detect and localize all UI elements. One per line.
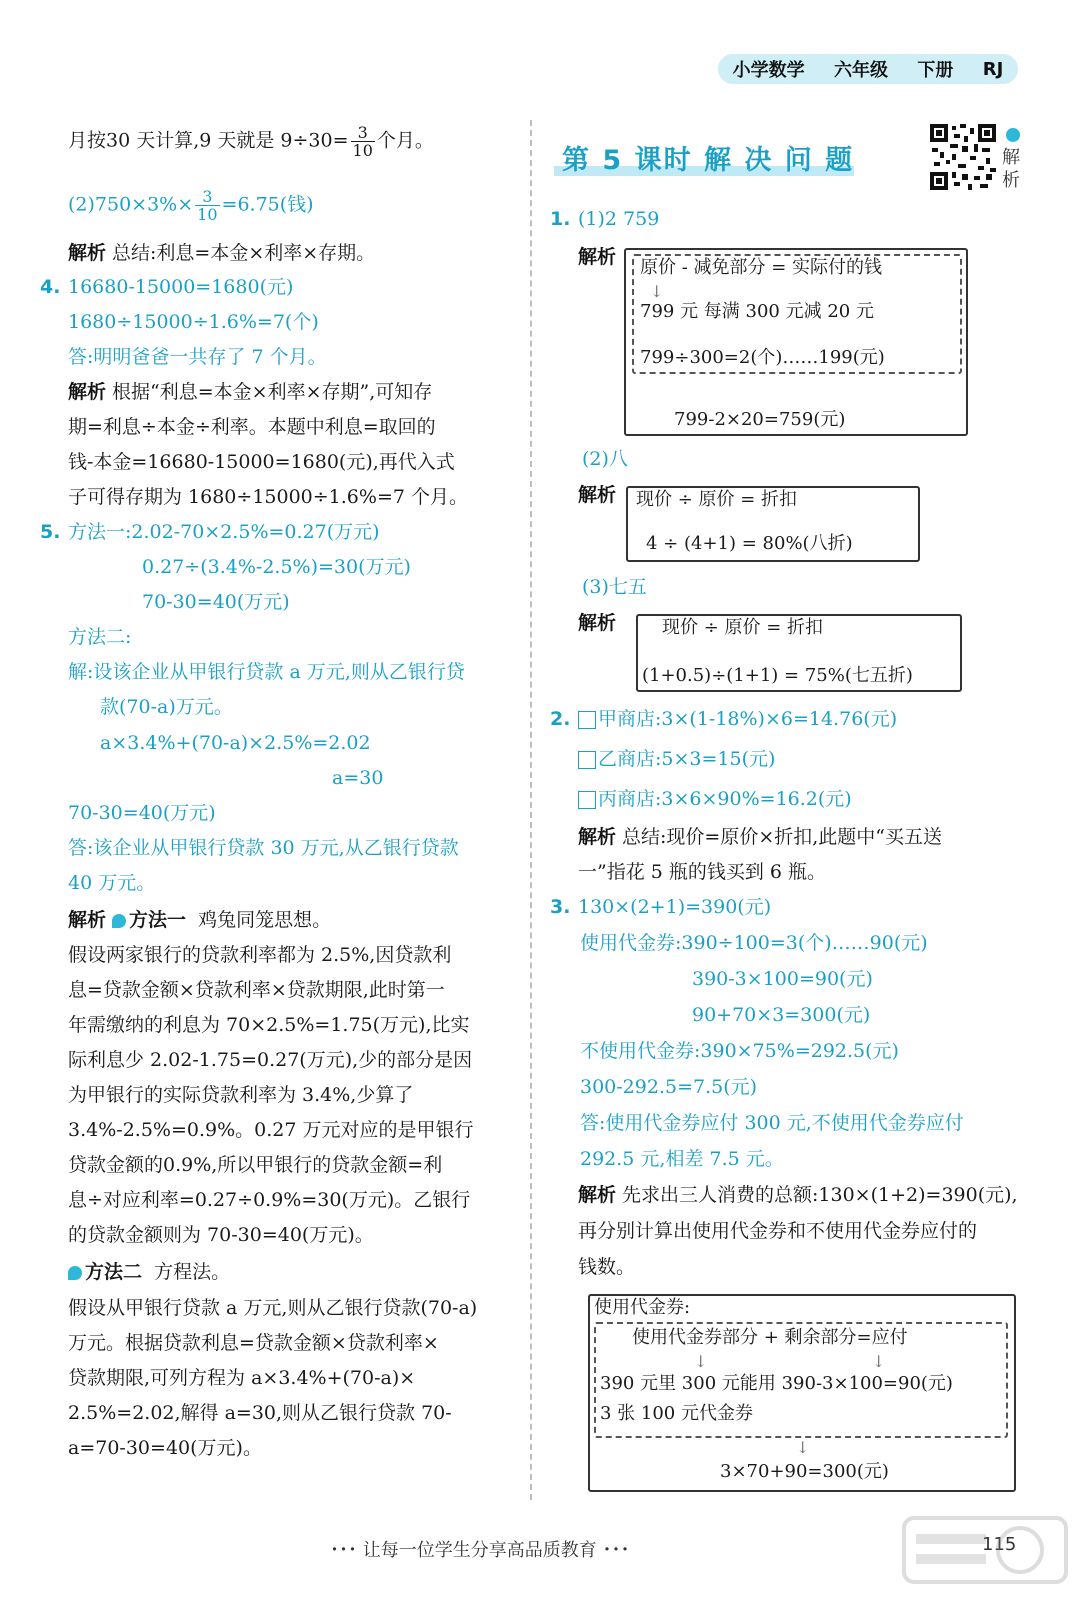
m1-p2: 息=贷款金额×贷款利率×贷款期限,此时第一 (68, 979, 445, 1001)
method2-heading (68, 1257, 230, 1287)
q3-analysis1 (578, 1180, 1018, 1210)
q5-line9: 70-30=40(万元) (68, 802, 216, 824)
intro-fraction (351, 124, 375, 159)
header-volume: 下册 (917, 60, 954, 81)
q3-analysis2: 再分别计算出使用代金券和不使用代金券应付的 (578, 1220, 978, 1242)
m1-p7: 贷款金额的0.9%,所以甲银行的贷款金额=利 (68, 1154, 443, 1176)
analysis-text: 根据“利息=本金×利率×存期”,可知存 (112, 381, 433, 403)
watermark-logo (900, 1510, 1070, 1590)
q4-calc1: 16680-15000=1680(元) (68, 276, 294, 298)
method2-title: 方法二 (85, 1261, 143, 1283)
m1-p9: 的贷款金额则为 70-30=40(万元)。 (68, 1224, 374, 1246)
q1-answer1 (550, 204, 659, 234)
arrow-down-icon: ↓ (796, 1438, 810, 1457)
q5-line7: a×3.4%+(70-a)×2.5%=2.02 (100, 732, 371, 754)
diagram2-row1: 现价 ÷ 原价 = 折扣 (636, 489, 798, 510)
p2-fraction (195, 188, 219, 223)
q4-answer: 答:明明爸爸一共存了 7 个月。 (68, 346, 327, 368)
arrow-down-icon: ↓ (694, 1352, 708, 1371)
analysis-label: 解析 (68, 242, 107, 264)
m2-p4: 2.5%=2.02,解得 a=30,则从乙银行贷款 70- (68, 1402, 452, 1424)
q5-line1 (40, 517, 380, 547)
q3-line5: 不使用代金券:390×75%=292.5(元) (580, 1040, 899, 1062)
column-divider (530, 120, 532, 1500)
q2-shop-c: 丙商店:3×6×90%=16.2(元) (598, 788, 852, 810)
analysis-text: 总结:利息=本金×利率×存期。 (112, 242, 376, 264)
frac-numerator: 3 (351, 124, 375, 142)
diagram1-row4: 799-2×20=759(元) (674, 409, 846, 430)
method1-title: 方法一 (129, 909, 187, 931)
intro-line (68, 124, 434, 159)
p2-line (68, 188, 314, 223)
q5-line6: 款(70-a)万元。 (100, 696, 233, 718)
diagram4-row3: 3 张 100 元代金券 (600, 1403, 753, 1424)
q5-line11: 40 万元。 (68, 872, 156, 894)
lesson-title-text: 第 5 课时 解 决 问 题 (562, 145, 855, 176)
bullet-icon (112, 914, 126, 928)
m2-p1: 假设从甲银行贷款 a 万元,则从乙银行贷款(70-a) (68, 1297, 478, 1319)
q4-analysis4: 子可得存期为 1680÷15000÷1.6%=7 个月。 (68, 486, 468, 508)
q1-analysis-label-2 (578, 480, 622, 510)
lesson-title (552, 138, 912, 178)
arrow-down-icon: ↓ (650, 282, 664, 301)
p2-suffix: =6.75(钱) (221, 193, 314, 216)
header-subject: 小学数学 (732, 60, 805, 81)
diagram1-row1: 原价 - 减免部分 = 实际付的钱 (640, 257, 883, 278)
q3-line3: 390-3×100=90(元) (692, 968, 873, 990)
page-number: 115 (982, 1534, 1017, 1555)
q1-answer-text: (1)2 759 (578, 208, 660, 230)
diagram1-row3: 799÷300=2(个)……199(元) (640, 347, 885, 368)
frac-numerator: 3 (195, 188, 219, 206)
method1-heading (68, 905, 331, 935)
q2-analysis1 (578, 822, 942, 852)
diagram4-row1: 使用代金券部分 + 剩余部分=应付 (632, 1327, 908, 1348)
analysis-text: 先求出三人消费的总额:130×(1+2)=390(元), (622, 1184, 1018, 1206)
frac-denominator: 10 (352, 141, 373, 160)
bullet-icon (68, 1266, 82, 1280)
question-number: 2. (550, 708, 571, 730)
method2-subtitle: 方程法。 (154, 1261, 231, 1283)
checkbox-icon (578, 751, 596, 769)
q4-line2: 1680÷15000÷1.6%=7(个) (68, 311, 319, 333)
method1-subtitle: 鸡兔同笼思想。 (198, 909, 332, 931)
header-grade: 六年级 (834, 60, 889, 81)
diagram3-row2: (1+0.5)÷(1+1) = 75%(七五折) (642, 665, 913, 686)
q3-analysis3: 钱数。 (578, 1256, 636, 1278)
q5-line5: 解:设该企业从甲银行贷款 a 万元,则从乙银行贷 (68, 661, 465, 683)
m1-p6: 3.4%-2.5%=0.9%。0.27 万元对应的是甲银行 (68, 1119, 474, 1141)
m2-p3: 贷款期限,可列方程为 a×3.4%+(70-a)× (68, 1367, 416, 1389)
q5-line3: 70-30=40(万元) (142, 591, 290, 613)
q4-analysis3: 钱-本金=16680-15000=1680(元),再代入式 (68, 451, 455, 473)
q1-analysis-label (578, 242, 622, 272)
play-icon (1006, 128, 1020, 142)
q2-line1 (550, 704, 897, 734)
q1-answer2: (2)八 (582, 448, 628, 470)
analysis-label: 解析 (578, 1184, 617, 1206)
q5-method1: 方法一:2.02-70×2.5%=0.27(万元) (68, 521, 380, 543)
checkbox-icon (578, 791, 596, 809)
m1-p3: 年需缴纳的利息为 70×2.5%=1.75(万元),比实 (68, 1014, 470, 1036)
q2-analysis2: 一”指花 5 瓶的钱买到 6 瓶。 (578, 861, 827, 883)
q4-line1 (40, 272, 293, 302)
q4-analysis2: 期=利息÷本金÷利率。本题中利息=取回的 (68, 416, 436, 438)
intro-prefix: 月按30 天计算,9 天就是 9÷30= (68, 129, 349, 152)
qr-label: 解析 (1002, 147, 1020, 191)
diagram3-row1: 现价 ÷ 原价 = 折扣 (662, 617, 824, 638)
analysis-label: 解析 (578, 246, 617, 268)
diagram2-row2: 4 ÷ (4+1) = 80%(八折) (646, 533, 853, 554)
q5-line10: 答:该企业从甲银行贷款 30 万元,从乙银行贷款 (68, 837, 459, 859)
m2-p2: 万元。根据贷款利息=贷款金额×贷款利率× (68, 1332, 439, 1354)
header-edition: RJ (982, 58, 1004, 80)
q2-line3 (578, 784, 852, 814)
m1-p5: 为甲银行的实际贷款利率为 3.4%,少算了 (68, 1084, 414, 1106)
q1-analysis-label-3 (578, 608, 622, 638)
analysis-label: 解析 (578, 612, 617, 634)
question-number: 5. (40, 521, 61, 543)
q1-answer3: (3)七五 (582, 576, 647, 598)
footer-slogan: ･･･ 让每一位学生分享高品质教育 ･･･ (330, 1540, 630, 1561)
arrow-down-icon: ↓ (872, 1352, 886, 1371)
q2-shop-b: 乙商店:5×3=15(元) (598, 748, 776, 770)
m1-p4: 际利息少 2.02-1.75=0.27(万元),少的部分是因 (68, 1049, 473, 1071)
analysis-label: 解析 (68, 909, 107, 931)
question-number: 3. (550, 896, 571, 918)
header-bar (718, 54, 1018, 84)
m1-p8: 息÷对应利率=0.27÷0.9%=30(万元)。乙银行 (68, 1189, 471, 1211)
q3-line6: 300-292.5=7.5(元) (580, 1076, 758, 1098)
q3-line8: 292.5 元,相差 7.5 元。 (580, 1148, 784, 1170)
q3-line1 (550, 892, 771, 922)
q5-line4: 方法二: (68, 626, 132, 648)
q5-line8: a=30 (332, 767, 384, 789)
q3-total: 130×(2+1)=390(元) (578, 896, 772, 918)
analysis-text: 总结:现价=原价×折扣,此题中“买五送 (622, 826, 943, 848)
analysis-3 (68, 238, 375, 268)
diagram1-row2: 799 元 每满 300 元减 20 元 (640, 301, 874, 322)
diagram4-row4: 3×70+90=300(元) (720, 1461, 889, 1482)
question-number: 4. (40, 276, 61, 298)
q2-shop-a: 甲商店:3×(1-18%)×6=14.76(元) (598, 708, 898, 730)
frac-denominator: 10 (197, 205, 218, 224)
p2-prefix: (2)750×3%× (68, 193, 194, 216)
question-number: 1. (550, 208, 571, 230)
diagram4-row2: 390 元里 300 元能用 390-3×100=90(元) (600, 1373, 953, 1394)
q4-analysis1 (68, 377, 432, 407)
m1-p1: 假设两家银行的贷款利率都为 2.5%,因贷款利 (68, 944, 452, 966)
q3-line7: 答:使用代金券应付 300 元,不使用代金券应付 (580, 1112, 964, 1134)
diagram4-title: 使用代金券: (594, 1297, 691, 1318)
checkbox-icon (578, 711, 596, 729)
q3-line2: 使用代金券:390÷100=3(个)……90(元) (580, 932, 928, 954)
m2-p5: a=70-30=40(万元)。 (68, 1437, 262, 1459)
q5-line2: 0.27÷(3.4%-2.5%)=30(万元) (142, 556, 411, 578)
q2-line2 (578, 744, 775, 774)
q3-line4: 90+70×3=300(元) (692, 1004, 871, 1026)
intro-suffix: 个月。 (376, 129, 434, 152)
qr-code-icon[interactable] (930, 124, 996, 190)
analysis-label: 解析 (578, 484, 617, 506)
analysis-label: 解析 (578, 826, 617, 848)
analysis-label: 解析 (68, 381, 107, 403)
